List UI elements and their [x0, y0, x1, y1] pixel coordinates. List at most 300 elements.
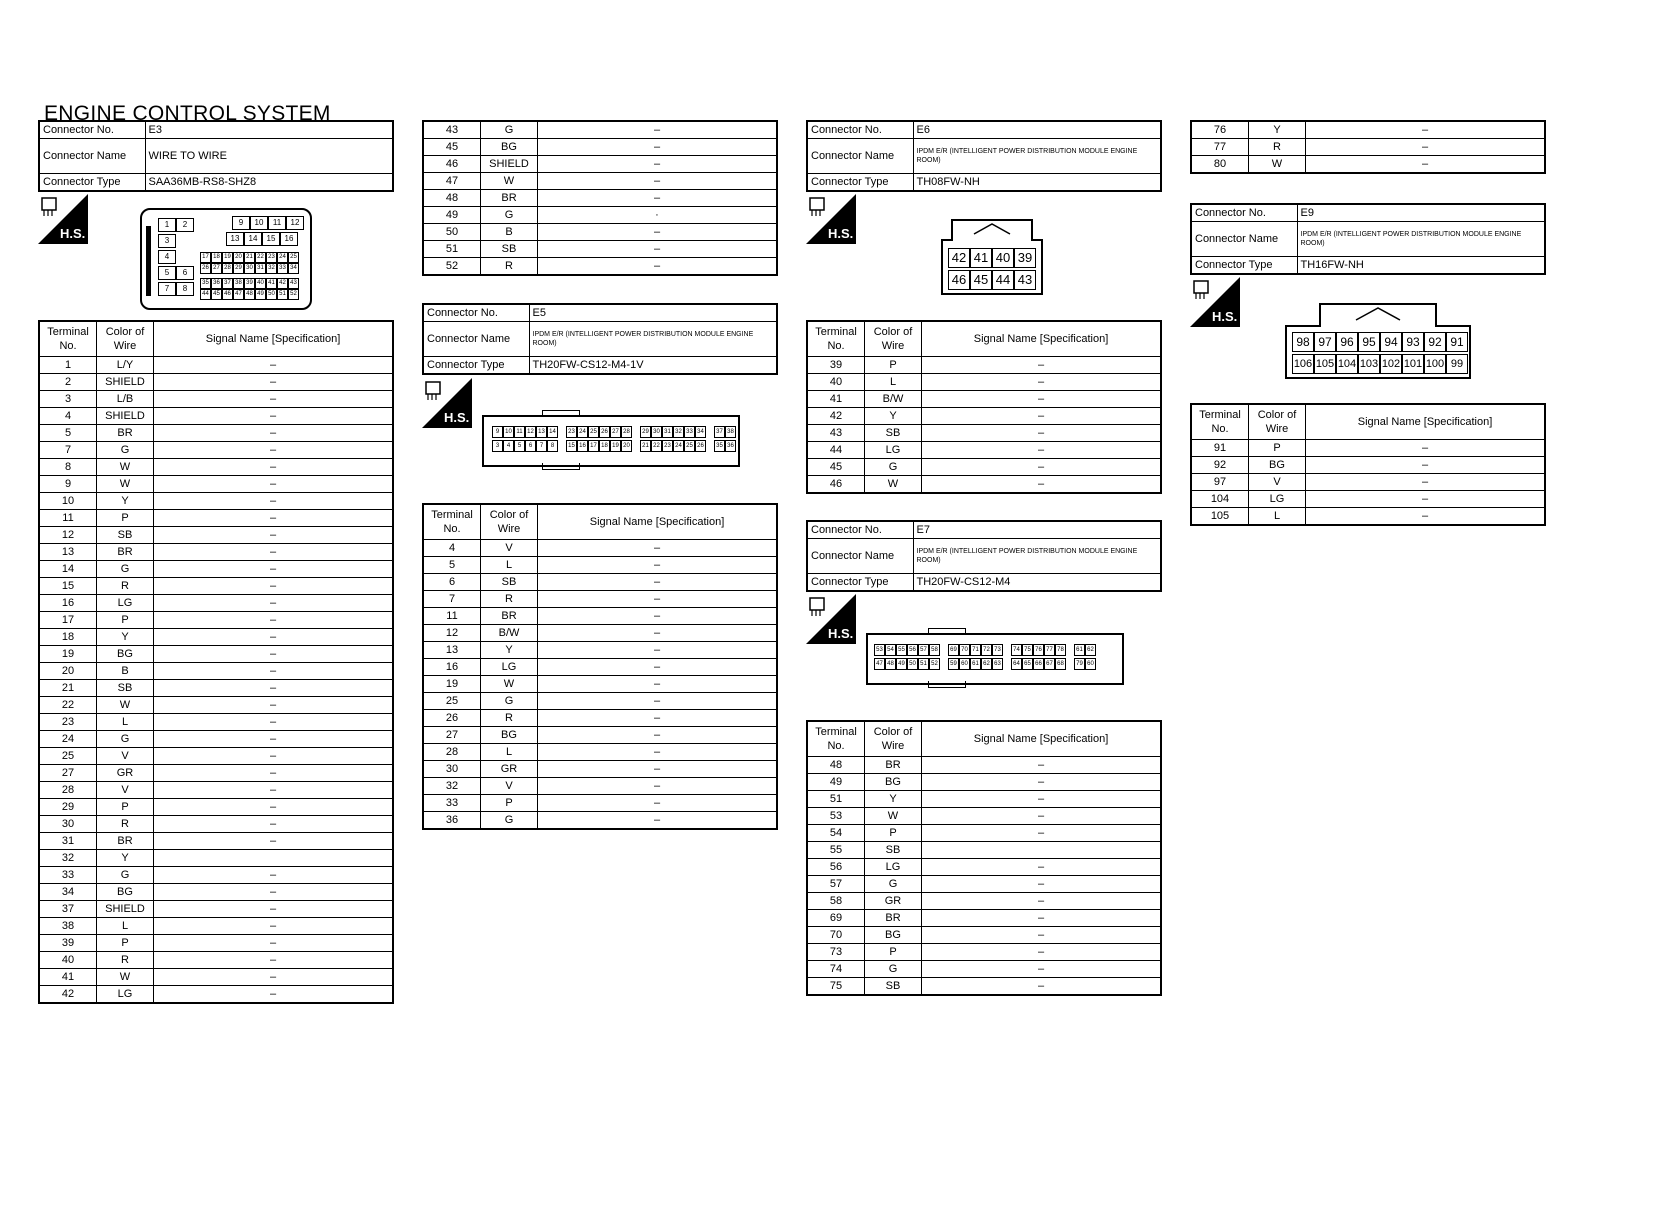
terminal-no-cell: 23 [39, 714, 97, 731]
connector-pin: 10 [503, 426, 514, 438]
signal-name-cell: – [154, 561, 394, 578]
table-row [807, 825, 1161, 842]
connector-pin: 59 [948, 658, 959, 670]
table-row [39, 442, 393, 459]
connector-pin: 30 [244, 263, 255, 274]
terminal-no-cell: 12 [39, 527, 97, 544]
terminal-no-cell: 22 [39, 697, 97, 714]
wire-color-cell: Y [1249, 121, 1306, 139]
table-row [1191, 457, 1545, 474]
connector-pin: 49 [896, 658, 907, 670]
terminal-table-e3-continued [422, 120, 778, 276]
connector-pin: 23 [662, 440, 673, 452]
table-row [423, 574, 777, 591]
table-row [39, 646, 393, 663]
connector-pin: 10 [250, 216, 268, 230]
connector-pin: 50 [266, 289, 277, 300]
wire-color-cell: L [481, 744, 538, 761]
signal-name-cell: – [154, 680, 394, 697]
wire-color-cell: G [481, 693, 538, 710]
signal-name-cell: – [922, 978, 1162, 996]
connector-pin: 67 [1044, 658, 1055, 670]
wire-color-cell: GR [481, 761, 538, 778]
wire-color-cell: G [865, 961, 922, 978]
wire-color-cell: P [865, 357, 922, 374]
connector-pin: 1 [158, 218, 176, 232]
table-row [1191, 474, 1545, 491]
terminal-no-cell: 15 [39, 578, 97, 595]
signal-name-cell: – [922, 808, 1162, 825]
connector-pin: 93 [1402, 332, 1424, 352]
hs-label: H.S. [828, 226, 854, 241]
terminal-no-cell: 29 [39, 799, 97, 816]
terminal-no-cell: 45 [807, 459, 865, 476]
table-row [807, 425, 1161, 442]
connector-pin: 63 [992, 658, 1003, 670]
terminal-no-cell: 46 [807, 476, 865, 494]
terminal-no-cell: 33 [423, 795, 481, 812]
signal-name-cell: – [538, 608, 778, 625]
terminal-no-cell: 3 [39, 391, 97, 408]
connector-pin: 4 [503, 440, 514, 452]
connector-diagram-e6 [940, 218, 1044, 296]
signal-name-cell: – [154, 833, 394, 850]
terminal-no-cell: 25 [39, 748, 97, 765]
connector-pin: 4 [158, 250, 176, 264]
table-row [39, 935, 393, 952]
wire-color-cell: G [865, 459, 922, 476]
connector-pin: 12 [286, 216, 304, 230]
wire-color-cell: W [481, 173, 538, 190]
connector-pin: 35 [200, 278, 211, 289]
table-row [423, 676, 777, 693]
connector-pin: 106 [1292, 354, 1314, 374]
wire-color-cell: W [481, 676, 538, 693]
table-row [807, 893, 1161, 910]
terminal-table-e9 [1190, 403, 1546, 526]
terminal-no-cell: 5 [39, 425, 97, 442]
connector-pin: 51 [918, 658, 929, 670]
connector-pin: 21 [244, 252, 255, 263]
signal-name-cell: – [538, 693, 778, 710]
wire-color-cell: GR [97, 765, 154, 782]
table-row [39, 680, 393, 697]
signal-name-cell: – [922, 391, 1162, 408]
wire-color-cell: BG [1249, 457, 1306, 474]
wire-color-cell: BG [481, 727, 538, 744]
connector-pin: 101 [1402, 354, 1424, 374]
terminal-no-cell: 74 [807, 961, 865, 978]
connector-pin: 27 [610, 426, 621, 438]
table-row [39, 986, 393, 1004]
connector-pin: 43 [1014, 270, 1036, 290]
connector-pin: 79 [1074, 658, 1085, 670]
terminal-no-cell: 13 [39, 544, 97, 561]
label-connector-type: Connector Type [807, 174, 913, 192]
wire-color-cell: P [97, 799, 154, 816]
connector-pin: 104 [1336, 354, 1358, 374]
signal-name-cell: – [154, 731, 394, 748]
table-row [39, 952, 393, 969]
label-connector-type: Connector Type [1191, 257, 1297, 275]
wire-color-cell: SHIELD [97, 408, 154, 425]
table-row [1191, 156, 1545, 174]
connector-pin: 20 [233, 252, 244, 263]
connector-name-value: IPDM E/R (INTELLIGENT POWER DISTRIBUTION MODULE ENGINE ROOM) [529, 322, 777, 357]
connector-pin: 16 [280, 232, 298, 246]
connector-pin: 47 [233, 289, 244, 300]
connector-pin: 71 [970, 644, 981, 656]
connector-pin: 2 [176, 218, 194, 232]
signal-name-cell: – [538, 795, 778, 812]
connector-pin: 31 [255, 263, 266, 274]
signal-name-cell: – [538, 591, 778, 608]
wire-color-cell: R [481, 710, 538, 727]
connector-pin: 28 [222, 263, 233, 274]
connector-pin: 44 [992, 270, 1014, 290]
connector-pin: 66 [1033, 658, 1044, 670]
table-row [39, 833, 393, 850]
terminal-no-cell: 36 [423, 812, 481, 830]
table-row [39, 544, 393, 561]
hs-label: H.S. [1212, 309, 1238, 324]
wire-color-cell: Y [97, 493, 154, 510]
connector-pin: 39 [244, 278, 255, 289]
signal-name-cell: – [538, 121, 778, 139]
connector-pin: 69 [948, 644, 959, 656]
connector-pin: 61 [1074, 644, 1085, 656]
label-connector-no: Connector No. [807, 521, 913, 539]
terminal-no-cell: 48 [423, 190, 481, 207]
wire-color-cell: LG [97, 595, 154, 612]
connector-pin: 5 [514, 440, 525, 452]
wire-color-cell: W [97, 459, 154, 476]
signal-name-cell: – [1306, 474, 1546, 491]
header-signal-name: Signal Name [Specification] [1306, 404, 1546, 440]
terminal-no-cell: 46 [423, 156, 481, 173]
connector-pin: 16 [577, 440, 588, 452]
connector-pin: 62 [1085, 644, 1096, 656]
terminal-no-cell: 73 [807, 944, 865, 961]
terminal-no-cell: 40 [807, 374, 865, 391]
signal-name-cell: – [154, 935, 394, 952]
table-row [39, 595, 393, 612]
wire-color-cell: W [865, 808, 922, 825]
terminal-no-cell: 26 [423, 710, 481, 727]
wire-color-cell: LG [1249, 491, 1306, 508]
connector-info-e7 [806, 520, 1162, 592]
table-row [39, 901, 393, 918]
connector-pin: 42 [948, 248, 970, 268]
wire-color-cell: LG [481, 659, 538, 676]
signal-name-cell: – [1306, 440, 1546, 457]
wire-color-cell: BR [481, 190, 538, 207]
terminal-no-cell: 28 [423, 744, 481, 761]
signal-name-cell: – [922, 357, 1162, 374]
terminal-no-cell: 16 [423, 659, 481, 676]
wire-color-cell: SB [481, 574, 538, 591]
connector-pin: 77 [1044, 644, 1055, 656]
signal-name-cell: – [922, 425, 1162, 442]
table-row [807, 391, 1161, 408]
signal-name-cell: – [922, 774, 1162, 791]
connector-pin: 8 [176, 282, 194, 296]
wire-color-cell: Y [97, 629, 154, 646]
terminal-no-cell: 30 [423, 761, 481, 778]
wire-color-cell: Y [865, 408, 922, 425]
terminal-no-cell: 55 [807, 842, 865, 859]
connector-pin: 24 [277, 252, 288, 263]
wire-color-cell: G [481, 121, 538, 139]
connector-pin: 6 [525, 440, 536, 452]
signal-name-cell: – [154, 748, 394, 765]
terminal-no-cell: 70 [807, 927, 865, 944]
connector-name-value: IPDM E/R (INTELLIGENT POWER DISTRIBUTION MODULE ENGINE ROOM) [913, 139, 1161, 174]
signal-name-cell: – [922, 374, 1162, 391]
connector-pin: 3 [158, 234, 176, 248]
wire-color-cell: BG [97, 646, 154, 663]
terminal-no-cell: 16 [39, 595, 97, 612]
connector-pin: 45 [970, 270, 992, 290]
connector-pin: 97 [1314, 332, 1336, 352]
connector-pin: 94 [1380, 332, 1402, 352]
label-connector-type: Connector Type [423, 357, 529, 375]
wire-color-cell: B/W [865, 391, 922, 408]
table-row [39, 748, 393, 765]
signal-name-cell: – [922, 944, 1162, 961]
connector-pin: 54 [885, 644, 896, 656]
terminal-no-cell: 45 [423, 139, 481, 156]
wire-color-cell: L [865, 374, 922, 391]
signal-name-cell: – [922, 825, 1162, 842]
connector-pin: 33 [684, 426, 695, 438]
connector-pin: 60 [1085, 658, 1096, 670]
label-connector-no: Connector No. [1191, 204, 1297, 222]
harness-side-icon [806, 594, 856, 644]
terminal-no-cell: 34 [39, 884, 97, 901]
signal-name-cell: – [538, 744, 778, 761]
terminal-no-cell: 91 [1191, 440, 1249, 457]
signal-name-cell: – [154, 527, 394, 544]
connector-pin: 23 [566, 426, 577, 438]
terminal-no-cell: 24 [39, 731, 97, 748]
label-connector-type: Connector Type [39, 174, 145, 192]
terminal-no-cell: 10 [39, 493, 97, 510]
signal-name-cell: – [922, 859, 1162, 876]
wire-color-cell: V [97, 748, 154, 765]
table-row [423, 812, 777, 830]
table-row [423, 693, 777, 710]
terminal-no-cell: 38 [39, 918, 97, 935]
terminal-no-cell: 25 [423, 693, 481, 710]
connector-pin: 40 [992, 248, 1014, 268]
signal-name-cell: – [538, 812, 778, 830]
wire-color-cell: P [97, 935, 154, 952]
connector-pin: 105 [1314, 354, 1336, 374]
connector-pin: 34 [288, 263, 299, 274]
table-row [39, 510, 393, 527]
terminal-table-e7-continued [1190, 120, 1546, 174]
signal-name-cell: – [922, 876, 1162, 893]
terminal-no-cell: 51 [423, 241, 481, 258]
connector-pin: 23 [266, 252, 277, 263]
signal-name-cell: – [154, 425, 394, 442]
wire-color-cell: B/W [481, 625, 538, 642]
signal-name-cell: – [538, 258, 778, 276]
connector-pin: 21 [640, 440, 651, 452]
terminal-no-cell: 52 [423, 258, 481, 276]
connector-pin: 24 [577, 426, 588, 438]
wire-color-cell: R [481, 258, 538, 276]
signal-name-cell: – [538, 190, 778, 207]
connector-pin: 42 [277, 278, 288, 289]
table-row [807, 927, 1161, 944]
wire-color-cell: BG [865, 927, 922, 944]
connector-pin: 18 [211, 252, 222, 263]
wire-color-cell: W [865, 476, 922, 494]
wire-color-cell: W [97, 969, 154, 986]
table-row [1191, 440, 1545, 457]
wire-color-cell: L [97, 714, 154, 731]
signal-name-cell: – [154, 646, 394, 663]
signal-name-cell: – [922, 791, 1162, 808]
table-row [1191, 139, 1545, 156]
table-row [423, 625, 777, 642]
terminal-no-cell: 43 [423, 121, 481, 139]
terminal-no-cell: 105 [1191, 508, 1249, 526]
terminal-no-cell: 43 [807, 425, 865, 442]
connector-pin: 30 [651, 426, 662, 438]
connector-no-value: E3 [145, 121, 393, 139]
wire-color-cell: P [1249, 440, 1306, 457]
wire-color-cell: BR [481, 608, 538, 625]
wire-color-cell: BR [97, 425, 154, 442]
wire-color-cell: BG [97, 884, 154, 901]
terminal-no-cell: 27 [39, 765, 97, 782]
wire-color-cell: SHIELD [481, 156, 538, 173]
signal-name-cell: – [154, 408, 394, 425]
connector-pin: 7 [536, 440, 547, 452]
signal-name-cell: – [154, 442, 394, 459]
wire-color-cell: P [97, 612, 154, 629]
signal-name-cell: – [154, 867, 394, 884]
signal-name-cell: – [1306, 508, 1546, 526]
terminal-no-cell: 49 [423, 207, 481, 224]
table-row [807, 408, 1161, 425]
table-row [39, 493, 393, 510]
signal-name-cell: – [154, 765, 394, 782]
connector-pin: 70 [959, 644, 970, 656]
connector-pin: 6 [176, 266, 194, 280]
signal-name-cell: – [922, 476, 1162, 494]
connector-pin: 26 [695, 440, 706, 452]
table-row [807, 459, 1161, 476]
wire-color-cell: W [97, 697, 154, 714]
wire-color-cell: L [1249, 508, 1306, 526]
table-row [39, 799, 393, 816]
signal-name-cell: – [922, 961, 1162, 978]
table-row [39, 476, 393, 493]
terminal-no-cell: 58 [807, 893, 865, 910]
signal-name-cell [922, 842, 1162, 859]
terminal-no-cell: 6 [423, 574, 481, 591]
table-row [807, 842, 1161, 859]
table-row [39, 663, 393, 680]
table-row [39, 969, 393, 986]
signal-name-cell: – [154, 357, 394, 374]
harness-side-icon [422, 378, 472, 428]
table-row [39, 714, 393, 731]
terminal-no-cell: 49 [807, 774, 865, 791]
table-row [423, 608, 777, 625]
header-color-of-wire: Color of Wire [1249, 404, 1306, 440]
terminal-no-cell: 11 [423, 608, 481, 625]
table-row [39, 561, 393, 578]
terminal-no-cell: 4 [423, 540, 481, 557]
signal-name-cell: – [154, 476, 394, 493]
connector-no-value: E7 [913, 521, 1161, 539]
connector-type-value: SAA36MB-RS8-SHZ8 [145, 174, 393, 192]
hs-label: H.S. [60, 226, 86, 241]
header-color-of-wire: Color of Wire [865, 721, 922, 757]
connector-no-value: E6 [913, 121, 1161, 139]
connector-pin: 58 [929, 644, 940, 656]
table-row [423, 224, 777, 241]
connector-pin: 91 [1446, 332, 1468, 352]
signal-name-cell: – [538, 625, 778, 642]
terminal-no-cell: 42 [39, 986, 97, 1004]
connector-pin: 38 [233, 278, 244, 289]
wire-color-cell: G [97, 561, 154, 578]
terminal-no-cell: 1 [39, 357, 97, 374]
header-terminal-no: Terminal No. [39, 321, 97, 357]
table-row [807, 910, 1161, 927]
signal-name-cell: – [154, 782, 394, 799]
connector-pin: 61 [970, 658, 981, 670]
terminal-no-cell: 56 [807, 859, 865, 876]
terminal-no-cell: 17 [39, 612, 97, 629]
connector-pin: 46 [222, 289, 233, 300]
terminal-no-cell: 47 [423, 173, 481, 190]
connector-pin: 32 [673, 426, 684, 438]
terminal-no-cell: 28 [39, 782, 97, 799]
signal-name-cell: – [154, 578, 394, 595]
wire-color-cell: BR [97, 544, 154, 561]
table-row [39, 374, 393, 391]
terminal-no-cell: 12 [423, 625, 481, 642]
connector-pin: 19 [610, 440, 621, 452]
terminal-no-cell: 41 [807, 391, 865, 408]
connector-name-value: IPDM E/R (INTELLIGENT POWER DISTRIBUTION MODULE ENGINE ROOM) [1297, 222, 1545, 257]
connector-pin: 92 [1424, 332, 1446, 352]
table-row [807, 476, 1161, 494]
connector-pin: 7 [158, 282, 176, 296]
signal-name-cell: – [922, 442, 1162, 459]
connector-pin: 25 [684, 440, 695, 452]
connector-pin: 22 [255, 252, 266, 263]
signal-name-cell: – [154, 629, 394, 646]
wire-color-cell: LG [865, 859, 922, 876]
signal-name-cell: – [538, 574, 778, 591]
connector-pin: 31 [662, 426, 673, 438]
terminal-no-cell: 19 [423, 676, 481, 693]
table-row [423, 121, 777, 139]
label-connector-name: Connector Name [807, 539, 913, 574]
connector-pin: 103 [1358, 354, 1380, 374]
terminal-no-cell: 31 [39, 833, 97, 850]
terminal-no-cell: 57 [807, 876, 865, 893]
table-row [807, 961, 1161, 978]
